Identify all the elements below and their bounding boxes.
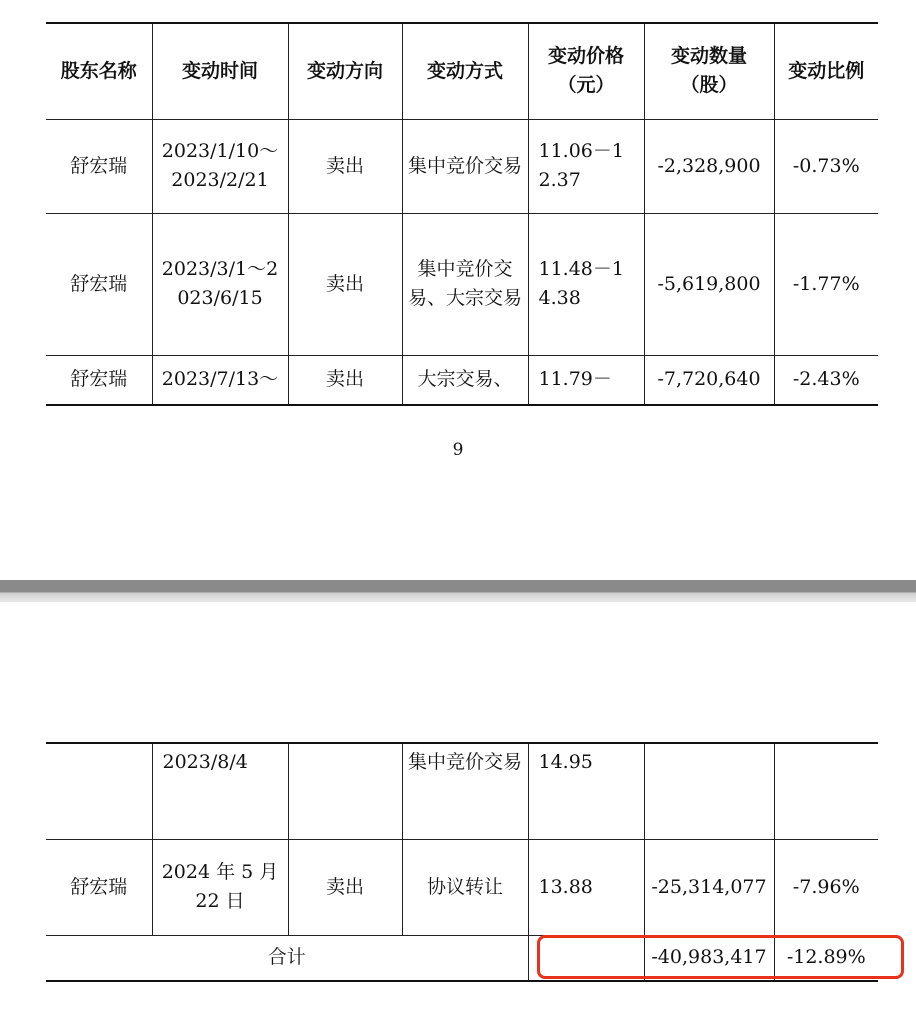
table-row [46, 743, 878, 839]
table-row [46, 213, 878, 355]
share-change-table-part1 [46, 22, 878, 406]
cell-method: 协议转让 [402, 839, 528, 935]
cell-direction [288, 743, 402, 839]
total-row [46, 935, 878, 981]
table-row [46, 119, 878, 213]
total-label: 合计 [46, 935, 528, 981]
page-separator [0, 580, 916, 602]
cell-price: 14.95 [528, 743, 644, 839]
cell-ratio: -2.43% [774, 355, 878, 405]
total-price [528, 935, 644, 981]
table-row [46, 355, 878, 405]
cell-quantity: -5,619,800 [644, 213, 774, 355]
cell-shareholder: 舒宏瑞 [46, 119, 152, 213]
cell-direction: 卖出 [288, 119, 402, 213]
header-shareholder: 股东名称 [46, 23, 152, 119]
header-ratio: 变动比例 [774, 23, 878, 119]
total-quantity: -40,983,417 [644, 935, 774, 981]
cell-method: 大宗交易、 [402, 355, 528, 405]
cell-ratio: -7.96% [774, 839, 878, 935]
cell-shareholder: 舒宏瑞 [46, 839, 152, 935]
cell-shareholder: 舒宏瑞 [46, 213, 152, 355]
share-change-table-part2 [46, 742, 878, 982]
cell-time: 2023/7/13～ [152, 355, 288, 405]
total-ratio: -12.89% [774, 935, 878, 981]
cell-ratio: -0.73% [774, 119, 878, 213]
cell-price: 13.88 [528, 839, 644, 935]
cell-time: 2023/3/1～2023/6/15 [152, 213, 288, 355]
table-header-row [46, 23, 878, 119]
cell-price: 11.06－12.37 [528, 119, 644, 213]
cell-shareholder [46, 743, 152, 839]
cell-time: 2023/1/10～2023/2/21 [152, 119, 288, 213]
table-row [46, 839, 878, 935]
cell-method: 集中竞价交易 [402, 743, 528, 839]
header-direction: 变动方向 [288, 23, 402, 119]
cell-quantity: -2,328,900 [644, 119, 774, 213]
cell-shareholder: 舒宏瑞 [46, 355, 152, 405]
cell-ratio: -1.77% [774, 213, 878, 355]
header-price: 变动价格（元） [528, 23, 644, 119]
cell-direction: 卖出 [288, 839, 402, 935]
header-time: 变动时间 [152, 23, 288, 119]
cell-quantity: -25,314,077 [644, 839, 774, 935]
page-number: 9 [452, 440, 464, 460]
cell-direction: 卖出 [288, 355, 402, 405]
cell-method: 集中竞价交易 [402, 119, 528, 213]
header-quantity: 变动数量（股） [644, 23, 774, 119]
cell-time: 2023/8/4 [152, 743, 288, 839]
cell-time: 2024 年 5 月 22 日 [152, 839, 288, 935]
cell-price: 11.79－ [528, 355, 644, 405]
cell-ratio [774, 743, 878, 839]
cell-direction: 卖出 [288, 213, 402, 355]
header-method: 变动方式 [402, 23, 528, 119]
cell-quantity: -7,720,640 [644, 355, 774, 405]
cell-method: 集中竞价交易、大宗交易 [402, 213, 528, 355]
cell-price: 11.48－14.38 [528, 213, 644, 355]
cell-quantity [644, 743, 774, 839]
document-page-bottom [0, 602, 916, 1018]
